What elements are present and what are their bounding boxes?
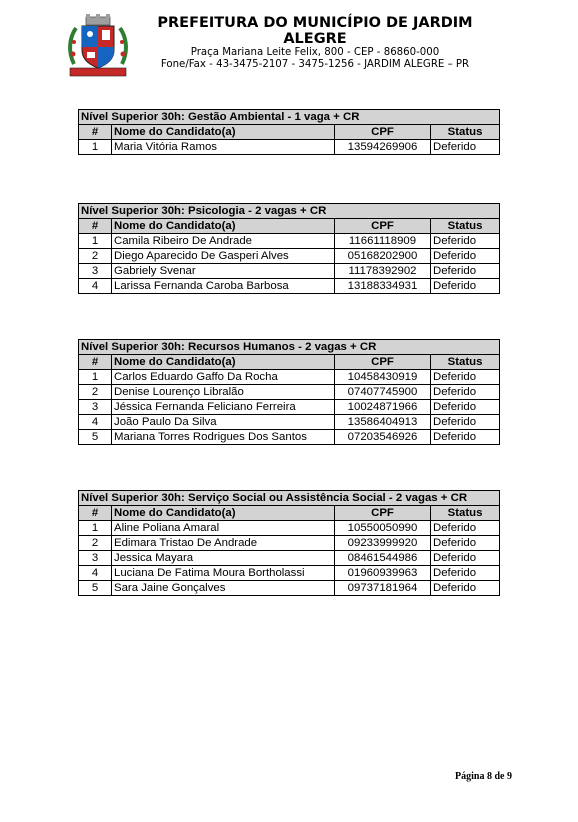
- row-name: Denise Lourenço Libralão: [112, 385, 335, 400]
- table-row: [79, 385, 500, 400]
- col-header-status: Status: [431, 355, 500, 370]
- row-num: 1: [79, 370, 112, 385]
- row-name: Diego Aparecido De Gasperi Alves: [112, 249, 335, 264]
- table-row: [79, 415, 500, 430]
- row-status: Deferido: [431, 581, 500, 596]
- table-row: [79, 234, 500, 249]
- page-number: Página 8 de 9: [455, 771, 512, 782]
- col-header-cpf: CPF: [335, 506, 431, 521]
- row-name: Sara Jaine Gonçalves: [112, 581, 335, 596]
- col-header-num: #: [79, 355, 112, 370]
- table-row: [79, 521, 500, 536]
- row-cpf: 05168202900: [335, 249, 431, 264]
- table-title-row: [79, 340, 500, 355]
- row-name: Edimara Tristao De Andrade: [112, 536, 335, 551]
- row-num: 2: [79, 249, 112, 264]
- row-name: Jessica Mayara: [112, 551, 335, 566]
- row-name: Aline Poliana Amaral: [112, 521, 335, 536]
- row-name: Jéssica Fernanda Feliciano Ferreira: [112, 400, 335, 415]
- table-row: [79, 581, 500, 596]
- row-cpf: 10024871966: [335, 400, 431, 415]
- candidate-table-recursos-humanos: [78, 339, 500, 445]
- col-header-cpf: CPF: [335, 219, 431, 234]
- row-cpf: 13188334931: [335, 279, 431, 294]
- table-row: [79, 279, 500, 294]
- header-contact: Fone/Fax - 43-3475-2107 - 3475-1256 - JARDIM ALEGRE – PR: [160, 59, 470, 70]
- row-cpf: 09233999920: [335, 536, 431, 551]
- col-header-name: Nome do Candidato(a): [112, 125, 335, 140]
- row-name: Larissa Fernanda Caroba Barbosa: [112, 279, 335, 294]
- row-cpf: 11178392902: [335, 264, 431, 279]
- col-header-status: Status: [431, 125, 500, 140]
- table-row: [79, 264, 500, 279]
- col-header-num: #: [79, 125, 112, 140]
- col-header-num: #: [79, 219, 112, 234]
- row-num: 3: [79, 264, 112, 279]
- municipal-crest-icon: [66, 14, 130, 78]
- section-title: Nível Superior 30h: Gestão Ambiental - 1 vaga + CR: [79, 110, 500, 125]
- section-title: Nível Superior 30h: Serviço Social ou Assistência Social - 2 vagas + CR: [79, 491, 500, 506]
- row-cpf: 01960939963: [335, 566, 431, 581]
- row-num: 1: [79, 140, 112, 155]
- row-status: Deferido: [431, 249, 500, 264]
- table-header-row: [79, 125, 500, 140]
- row-num: 4: [79, 279, 112, 294]
- table-row: [79, 566, 500, 581]
- header-text-block: [145, 15, 485, 71]
- table-title-row: [79, 491, 500, 506]
- header-title-line1: PREFEITURA DO MUNICÍPIO DE JARDIM: [157, 15, 473, 31]
- table-row: [79, 536, 500, 551]
- row-status: Deferido: [431, 140, 500, 155]
- row-num: 5: [79, 430, 112, 445]
- row-num: 1: [79, 521, 112, 536]
- col-header-cpf: CPF: [335, 125, 431, 140]
- table-row: [79, 430, 500, 445]
- row-num: 2: [79, 536, 112, 551]
- row-status: Deferido: [431, 370, 500, 385]
- row-cpf: 13594269906: [335, 140, 431, 155]
- row-name: João Paulo Da Silva: [112, 415, 335, 430]
- col-header-status: Status: [431, 219, 500, 234]
- row-status: Deferido: [431, 536, 500, 551]
- row-status: Deferido: [431, 279, 500, 294]
- row-status: Deferido: [431, 566, 500, 581]
- row-num: 3: [79, 551, 112, 566]
- row-cpf: 13586404913: [335, 415, 431, 430]
- row-status: Deferido: [431, 385, 500, 400]
- row-cpf: 07203546926: [335, 430, 431, 445]
- row-cpf: 09737181964: [335, 581, 431, 596]
- col-header-name: Nome do Candidato(a): [112, 219, 335, 234]
- table-header-row: [79, 506, 500, 521]
- candidate-table-psicologia: [78, 203, 500, 294]
- table-row: [79, 400, 500, 415]
- candidate-table-gestao-ambiental: [78, 109, 500, 155]
- document-header: [0, 0, 578, 90]
- table-header-row: [79, 355, 500, 370]
- row-status: Deferido: [431, 234, 500, 249]
- table-row: [79, 551, 500, 566]
- table-row: [79, 370, 500, 385]
- table-header-row: [79, 219, 500, 234]
- col-header-cpf: CPF: [335, 355, 431, 370]
- header-title-line2: ALEGRE: [283, 31, 347, 47]
- row-status: Deferido: [431, 415, 500, 430]
- row-name: Maria Vitória Ramos: [112, 140, 335, 155]
- table-title-row: [79, 110, 500, 125]
- table-title-row: [79, 204, 500, 219]
- col-header-name: Nome do Candidato(a): [112, 506, 335, 521]
- row-name: Luciana De Fatima Moura Bortholassi: [112, 566, 335, 581]
- row-num: 5: [79, 581, 112, 596]
- row-num: 4: [79, 566, 112, 581]
- row-cpf: 10458430919: [335, 370, 431, 385]
- row-name: Carlos Eduardo Gaffo Da Rocha: [112, 370, 335, 385]
- row-cpf: 07407745900: [335, 385, 431, 400]
- row-cpf: 08461544986: [335, 551, 431, 566]
- row-status: Deferido: [431, 264, 500, 279]
- row-num: 3: [79, 400, 112, 415]
- row-num: 4: [79, 415, 112, 430]
- row-name: Camila Ribeiro De Andrade: [112, 234, 335, 249]
- row-name: Mariana Torres Rodrigues Dos Santos: [112, 430, 335, 445]
- col-header-name: Nome do Candidato(a): [112, 355, 335, 370]
- row-status: Deferido: [431, 521, 500, 536]
- col-header-status: Status: [431, 506, 500, 521]
- row-status: Deferido: [431, 400, 500, 415]
- row-status: Deferido: [431, 430, 500, 445]
- section-title: Nível Superior 30h: Recursos Humanos - 2 vagas + CR: [79, 340, 500, 355]
- row-cpf: 11661118909: [335, 234, 431, 249]
- section-title: Nível Superior 30h: Psicologia - 2 vagas + CR: [79, 204, 500, 219]
- row-num: 2: [79, 385, 112, 400]
- table-row: [79, 140, 500, 155]
- col-header-num: #: [79, 506, 112, 521]
- row-cpf: 10550050990: [335, 521, 431, 536]
- row-name: Gabriely Svenar: [112, 264, 335, 279]
- row-status: Deferido: [431, 551, 500, 566]
- candidate-table-servico-social: [78, 490, 500, 596]
- table-row: [79, 249, 500, 264]
- row-num: 1: [79, 234, 112, 249]
- header-address: Praça Mariana Leite Felix, 800 - CEP - 86860-000: [190, 47, 440, 58]
